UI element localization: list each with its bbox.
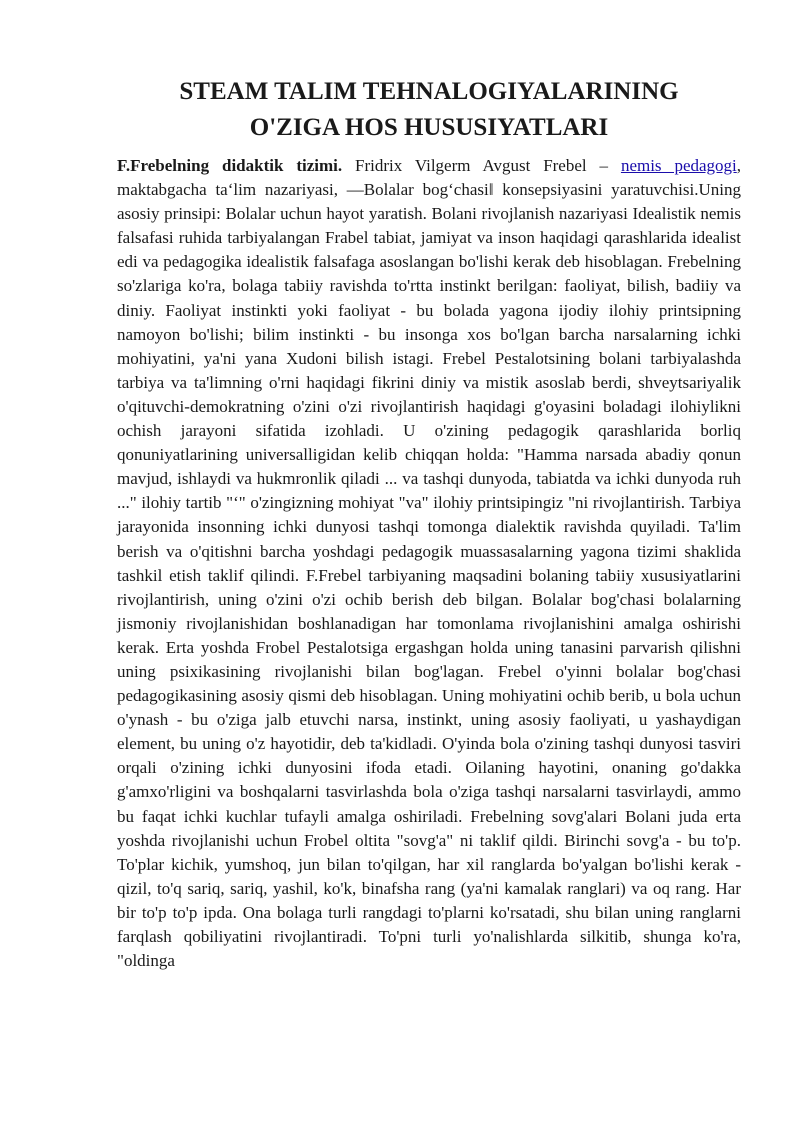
title-line-2: O'ZIGA HOS HUSUSIYATLARI (249, 114, 609, 141)
nemis-pedagogi-link[interactable]: nemis pedagogi (620, 156, 737, 175)
text-before-link: Fridrix Vilgerm Avgust Frebel – (342, 156, 621, 175)
title-line-1: STEAM TALIM TEHNALOGIYALARINING (179, 78, 679, 105)
text-after-link: , maktabgacha ta‘lim nazariyasi, ―Bolalar bog‘chasi‖ konsepsiyasini yaratuvchisi.Uning asosiy prinsipi: Bolalar uchun hayot yaratish. Bolani rivojlanish nazariyasi Idealistik nemis falsafasi ruhida tarbiyalangan Frabel tabiat, jamiyat va inson haqidagi qarashlarida idealist edi va pedagogika idealistik falsafaga asoslangan bo'lishi kerak deb hisoblagan. Frebelning so'zlariga ko'ra, bolaga tabiiy ravishda to'rtta instinkt berilgan: faoliyat, bilish, badiiy va diniy. Faoliyat instinkti yoki faoliyat - bu bolada yagona ijodiy ilohiy printsipning namoyon bo'lishi; bilim instinkti - bu insonga xos bo'lgan barcha narsalarning ichki mohiyatini, ya'ni yana Xudoni bilish istagi. Frebel Pestalotsining bolani tarbiyalashda tarbiya va ta'limning o'rni haqidagi fikrini diniy va mistik asoslab berdi, shveytsariyalik o'qituvchi-demokratning o'zini o'zi rivojlantirish haqidagi g'oyasini boladagi ilohiylikni ochish jarayoni sifatida izohladi. U o'zining pedagogik qarashlarida borliq qonuniyatlarining universalligidan kelib chiqqan holda: "Hamma narsada abadiy qonun mavjud, ishlaydi va hukmronlik qiladi ... va tashqi dunyoda, tabiatda va ichki dunyoda ruh ..." ilohiy tartib "‘" o'zingizning mohiyat "va" ilohiy printsipingiz "ni rivojlantirish. Tarbiya jarayonida insonning ichki dunyosi tashqi tomonga dialektik ravishda quyiladi. Ta'lim berish va o'qitishni barcha yoshdagi pedagogik muassasalarning yagona tizimi shaklida tashkil etish taklif qilindi. F.Frebel tarbiyaning maqsadini bolaning tabiiy xususiyatlarini rivojlantirish, uning o'zini o'zi ochib berish deb bilgan. Bolalar bog'chasi bolalarning jismoniy rivojlanishidan boshlanadigan har tomonlama rivojlanishini amalga oshirishi kerak. Erta yoshda Frobel Pestalotsiga ergashgan holda uning tanasini parvarish qilishni uning psixikasining rivojlanishi bilan bog'lagan. Frebel o'yinni bolalar bog'chasi pedagogikasining asosiy qismi deb hisoblagan. Uning mohiyatini ochib berib, u bola uchun o'ynash - bu o'ziga jalb etuvchi narsa, instinkt, uning asosiy faoliyati, u yashaydigan element, bu uning o'z hayotidir, deb ta'kidladi. O'yinda bola o'zining tashqi dunyosi tasviri orqali o'zining ichki dunyosini ifoda etadi. Oilaning hayotini, onaning go'dakka g'amxo'rligini va boshqalarni tasvirlashda bola o'ziga tashqi narsalarni tasvirlaydi, ammo bu faqat ichki kuchlar tufayli amalga oshiriladi. Frebelning sovg'alari Bolani juda erta yoshda rivojlanishi uchun Frobel oltita "sovg'a" ni taklif qildi. Birinchi sovg'a - bu to'p. To'plar kichik, yumshoq, jun bilan to'qilgan, har xil ranglarda bo'yalgan bo'lishi kerak - qizil, to'q sariq, sariq, yashil, ko'k, binafsha rang (ya'ni kamalak ranglari) va oq rang. Har bir to'p to'p ipda. Ona bolaga turli rangdagi to'plarni ko'rsatadi, shu bilan uning ranglarni farqlash qobiliyatini rivojlantiradi. To'pni turli yo'nalishlarda silkitib, shunga ko'ra, "oldinga (117, 156, 742, 971)
lead-heading: F.Frebelning didaktik tizimi. (117, 156, 343, 175)
document-title (117, 74, 741, 146)
body-paragraph (117, 154, 741, 973)
document-page (117, 74, 741, 973)
